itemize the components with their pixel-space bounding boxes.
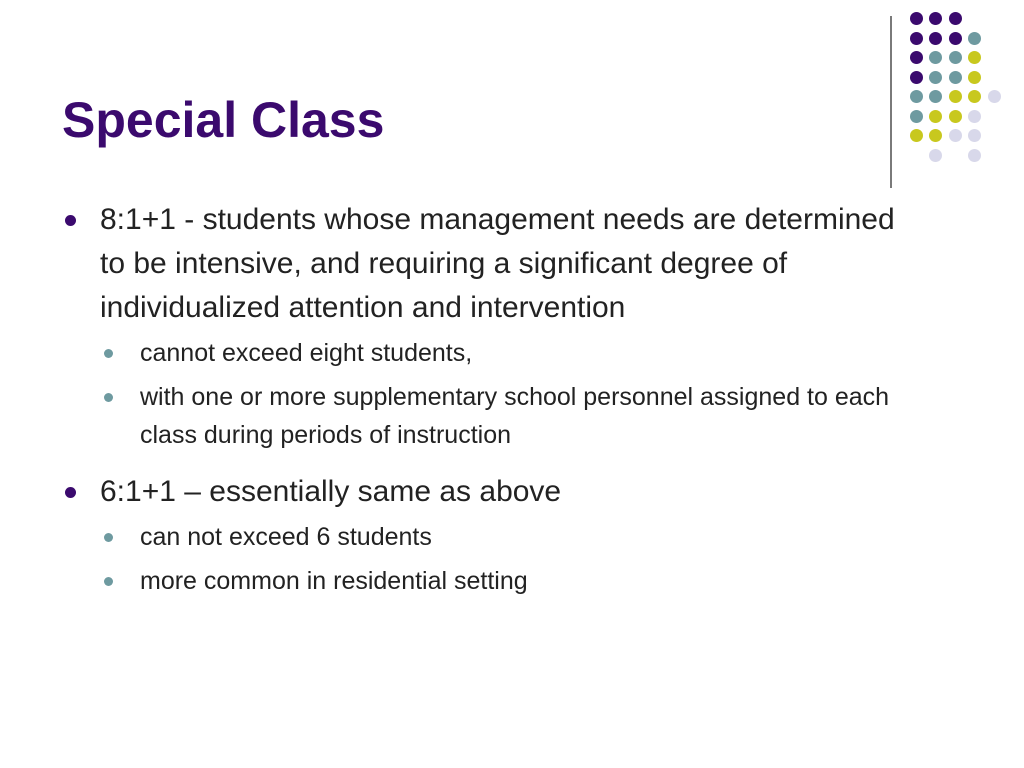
decorative-dot: [968, 90, 981, 103]
sub-bullet-text: cannot exceed eight students,: [140, 339, 473, 367]
sub-bullet-text: with one or more supplementary school personnel assigned to each class during periods of instruction: [140, 383, 890, 449]
decorative-dot: [968, 129, 981, 142]
header-divider: [890, 16, 892, 188]
bullet-item: [62, 470, 922, 600]
bullet-text: 8:1+1 - students whose management needs are determined to be intensive, and requiring a significant degree of individualized attention and intervention: [100, 203, 895, 324]
decorative-dot: [949, 129, 962, 142]
decorative-dot: [929, 32, 942, 45]
sub-bullet-item: [100, 562, 922, 600]
bullet-item: [62, 198, 922, 454]
sub-bullet-dot-icon: [104, 533, 113, 542]
bullet-list: [62, 198, 922, 600]
decorative-dot: [929, 129, 942, 142]
decorative-dot: [910, 129, 923, 142]
slide-content: [62, 198, 922, 616]
decorative-dot: [949, 51, 962, 64]
sub-bullet-dot-icon: [104, 393, 113, 402]
decorative-dot: [968, 149, 981, 162]
decorative-dot: [949, 71, 962, 84]
decorative-dot: [968, 71, 981, 84]
sub-bullet-item: [100, 334, 922, 372]
bullet-dot-icon: [65, 487, 76, 498]
decorative-dot: [988, 90, 1001, 103]
decorative-dot: [910, 51, 923, 64]
decorative-dot: [910, 71, 923, 84]
bullet-dot-icon: [65, 215, 76, 226]
decorative-dot: [968, 110, 981, 123]
sub-bullet-list: [100, 334, 922, 454]
decorative-dot: [910, 110, 923, 123]
decorative-dot: [910, 12, 923, 25]
sub-bullet-item: [100, 518, 922, 556]
decorative-dot: [910, 32, 923, 45]
decorative-dot: [949, 32, 962, 45]
sub-bullet-dot-icon: [104, 577, 113, 586]
decorative-dot: [929, 71, 942, 84]
bullet-text: 6:1+1 – essentially same as above: [100, 475, 562, 508]
decorative-dot: [949, 12, 962, 25]
decorative-dot: [949, 90, 962, 103]
decorative-dot: [968, 32, 981, 45]
decorative-dot: [929, 110, 942, 123]
decorative-dot: [929, 149, 942, 162]
slide-title: Special Class: [62, 92, 385, 148]
decorative-dot-grid: [904, 12, 1014, 172]
decorative-dot: [968, 51, 981, 64]
sub-bullet-list: [100, 518, 922, 600]
sub-bullet-item: [100, 378, 922, 454]
decorative-dot: [929, 51, 942, 64]
decorative-dot: [949, 110, 962, 123]
sub-bullet-text: more common in residential setting: [140, 567, 528, 595]
decorative-dot: [929, 90, 942, 103]
sub-bullet-text: can not exceed 6 students: [140, 523, 432, 551]
decorative-dot: [929, 12, 942, 25]
sub-bullet-dot-icon: [104, 349, 113, 358]
decorative-dot: [910, 90, 923, 103]
